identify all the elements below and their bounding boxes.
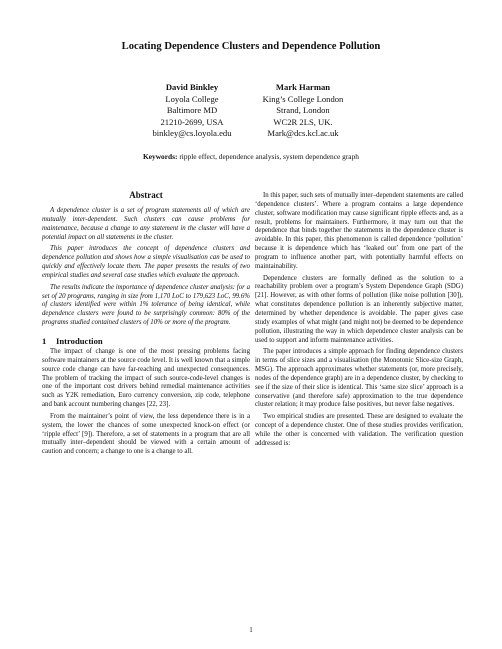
author-1 xyxy=(142,82,242,140)
right-column xyxy=(255,192,463,452)
keywords-label: Keywords: xyxy=(143,152,178,161)
section-heading-introduction xyxy=(42,336,250,347)
abstract-paragraph: The results indicate the importance of dependence cluster analysis: for a set of 20 programs, ranging in size from 1,170 LoC to 179,623 LoC, 99.6% of clusters identified were within 1% tolerance of being identical, while dependence clusters were found to be surprisingly common: 80% of the programs studied contained clusters of 10% or more of the program. xyxy=(42,283,250,327)
author-postcode: 21210-2699, USA xyxy=(160,116,224,127)
author-email: binkley@cs.loyola.edu xyxy=(152,128,232,139)
keywords-text: ripple effect, dependence analysis, system dependence graph xyxy=(177,152,359,161)
author-name: Mark Harman xyxy=(275,82,331,92)
abstract-paragraph: A dependence cluster is a set of program statements all of which are mutually inter-dependent. Such clusters can cause problems for maintenance, because a change to any statement in the cluster will have a potential impact on all statements in the cluster. xyxy=(42,207,250,241)
author-2 xyxy=(247,82,359,140)
section-number: 1 xyxy=(42,335,47,346)
author-block xyxy=(142,82,360,142)
keywords-line xyxy=(0,152,502,162)
left-column xyxy=(42,190,250,460)
page-number: 1 xyxy=(249,626,253,634)
paper-title: Locating Dependence Clusters and Dependence Pollution xyxy=(121,41,381,52)
author-affiliation: King’s College London xyxy=(262,93,344,104)
abstract-heading: Abstract xyxy=(129,190,163,200)
body-paragraph: Dependence clusters are formally defined as the solution to a reachability problem over a program’s System Dependence Graph (SDG) [21]. However, as with other forms of pollution (like noise pollution [30]), what constitutes dependence pollution is an inherently subjective matter, determined by whether dependence is avoidable. The paper gives case study examples of what might (and might not) be deemed to be dependence pollution, illustrating the way in which dependence cluster analysis can be used to support and inform maintenance activities. xyxy=(255,274,463,344)
body-paragraph: From the maintainer’s point of view, the less dependence there is in a system, the lower the chances of some unexpected knock-on effect (or ‘ripple effect’ [9]). Therefore, a set of statements in a program that are all mutually inter–dependent should be viewed with a certain amount of caution and concern; a change to one is a change to all. xyxy=(42,412,250,456)
body-paragraph: Two empirical studies are presented. These are designed to evaluate the concept of a dependence cluster. One of these studies provides verification, while the other is concerned with validation. The verification question addressed is: xyxy=(255,413,463,447)
section-title: Introduction xyxy=(56,335,103,346)
body-paragraph: In this paper, such sets of mutually inter–dependent statements are called ‘dependence clusters’. Where a program contains a large dependence cluster, software modification may cause significant ripple effects and, as a result, problems for maintainers. Furthermore, it may turn out that the dependence that binds together the statements in the dependence cluster is avoidable. In this paper, this phenomenon is called dependence ‘pollution’ because it is dependence which has ‘leaked out’ from one part of the program to influence another part, with potentially harmful effects on maintainability. xyxy=(255,192,463,270)
author-city: Baltimore MD xyxy=(166,105,218,116)
body-paragraph: The paper introduces a simple approach for finding dependence clusters in terms of slice sizes and a visualisation (the Monotonic Slice-size Graph, MSG). The approach approximates whether statements (or, more precisely, nodes of the dependence graph) are in a dependence cluster, by checking to see if the size of their slice is identical. This ‘same size slice’ approach is a conservative (and therefore safe) approximation to the true dependence cluster relation; it may produce false positives, but never false negatives. xyxy=(255,348,463,409)
author-email: Mark@dcs.kcl.ac.uk xyxy=(267,128,339,139)
author-postcode: WC2R 2LS, UK. xyxy=(273,116,333,127)
body-paragraph: The impact of change is one of the most pressing problems facing software maintainers at the source code level. It is well known that a simple source code change can have far-reaching and unexpected consequences. The problem of tracking the impact of such source-code-level changes is one of the important cost drivers behind remedial maintenance activities such as Y2K remediation, Euro currency conversion, zip code, telephone and bank account numbering changes [22, 23]. xyxy=(42,347,250,409)
author-affiliation: Loyola College xyxy=(165,93,219,104)
abstract-paragraph: This paper introduces the concept of dependence clusters and dependence pollution and shows how a simple visualisation can be used to quickly and effectively locate them. The paper presents the results of two empirical studies and several case studies which evaluate the approach. xyxy=(42,245,250,279)
author-city: Strand, London xyxy=(276,105,330,116)
abstract xyxy=(42,190,250,328)
author-name: David Binkley xyxy=(165,82,219,92)
